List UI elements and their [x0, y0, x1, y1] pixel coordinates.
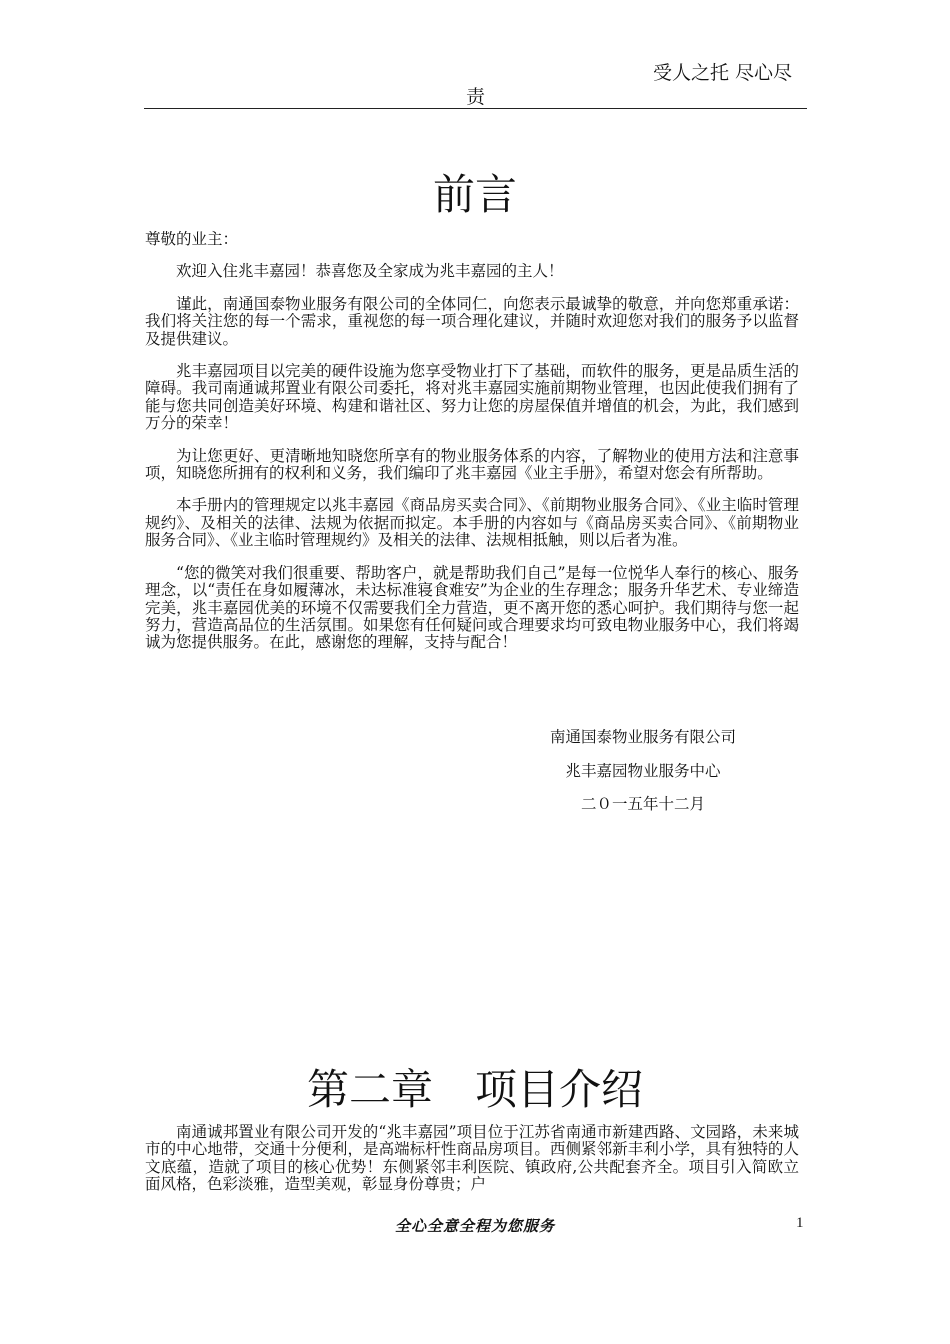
- preface-paragraph-4: 为让您更好、更清晰地知晓您所享有的物业服务体系的内容，了解物业的使用方法和注意事项，知晓您所拥有的权利和义务，我们编印了兆丰嘉园《业主手册》，希望对您会有所帮助。: [145, 446, 799, 483]
- chapter-body: [145, 1124, 799, 1194]
- chapter-title: 第二章 项目介绍: [306, 1065, 643, 1114]
- preface-paragraph-6: “您的微笑对我们很重要、帮助客户，就是帮助我们自己”是每一位悦华人奉行的核心、服务理念，以“责任在身如履薄冰，未达标准寝食难安”为企业的生存理念；服务升华艺术、专业缔造完美，兆丰嘉园优美的环境不仅需要我们全力营造，更不离开您的悉心呵护。我们期待与您一起努力，营造高品位的生活氛围。如果您有任何疑问或合理要求均可致电物业服务中心，我们将竭诚为您提供服务。在此，感谢您的理解，支持与配合！: [145, 563, 799, 652]
- preface-paragraph-1: 欢迎入住兆丰嘉园！恭喜您及全家成为兆丰嘉园的主人！: [176, 262, 564, 281]
- signature-company: 南通国泰物业服务有限公司: [549, 728, 736, 746]
- chapter-paragraph: 南通诚邦置业有限公司开发的“兆丰嘉园”项目位于江苏省南通市新建西路、文园路，未来城市的中心地带，交通十分便利，是高端标杆性商品房项目。西侧紧邻新丰利小学，具有独特的人文底蕴，造就了项目的核心优势！东侧紧邻丰利医院、镇政府,公共配套齐全。项目引入简欧立面风格，色彩淡雅，造型美观，彰显身份尊贵；户: [145, 1123, 799, 1194]
- header-divider: [144, 108, 807, 109]
- preface-paragraph-2: 谨此，南通国泰物业服务有限公司的全体同仁，向您表示最诚挚的敬意，并向您郑重承诺：我们将关注您的每一个需求，重视您的每一项合理化建议，并随时欢迎您对我们的服务予以监督及提供建议。: [145, 294, 799, 348]
- signature-service-center: 兆丰嘉园物业服务中心: [565, 762, 721, 780]
- footer-slogan: 全心全意全程为您服务: [394, 1217, 555, 1235]
- header-slogan-wrap: 责: [466, 86, 486, 108]
- page-number: 1: [796, 1215, 804, 1231]
- preface-title: 前言: [432, 170, 517, 219]
- preface-body: [145, 231, 799, 652]
- preface-paragraph-3: 兆丰嘉园项目以完美的硬件设施为您享受物业打下了基础，而软件的服务，更是品质生活的障碍。我司南通诚邦置业有限公司委托，将对兆丰嘉园实施前期物业管理，也因此使我们拥有了能与您共同创造美好环境、构建和谐社区、努力让您的房屋保值并增值的机会，为此，我们感到万分的荣幸！: [145, 362, 799, 433]
- salutation: 尊敬的业主：: [145, 230, 239, 248]
- signature-date: 二０一五年十二月: [580, 795, 705, 813]
- header-slogan: 受人之托 尽心尽: [653, 62, 793, 84]
- preface-paragraph-5: 本手册内的管理规定以兆丰嘉园《商品房买卖合同》、《前期物业服务合同》、《业主临时管理规约》、及相关的法律、法规为依据而拟定。本手册的内容如与《商品房买卖合同》、《前期物业服务合同》、《业主临时管理规约》及相关的法律、法规相抵触，则以后者为准。: [145, 496, 799, 550]
